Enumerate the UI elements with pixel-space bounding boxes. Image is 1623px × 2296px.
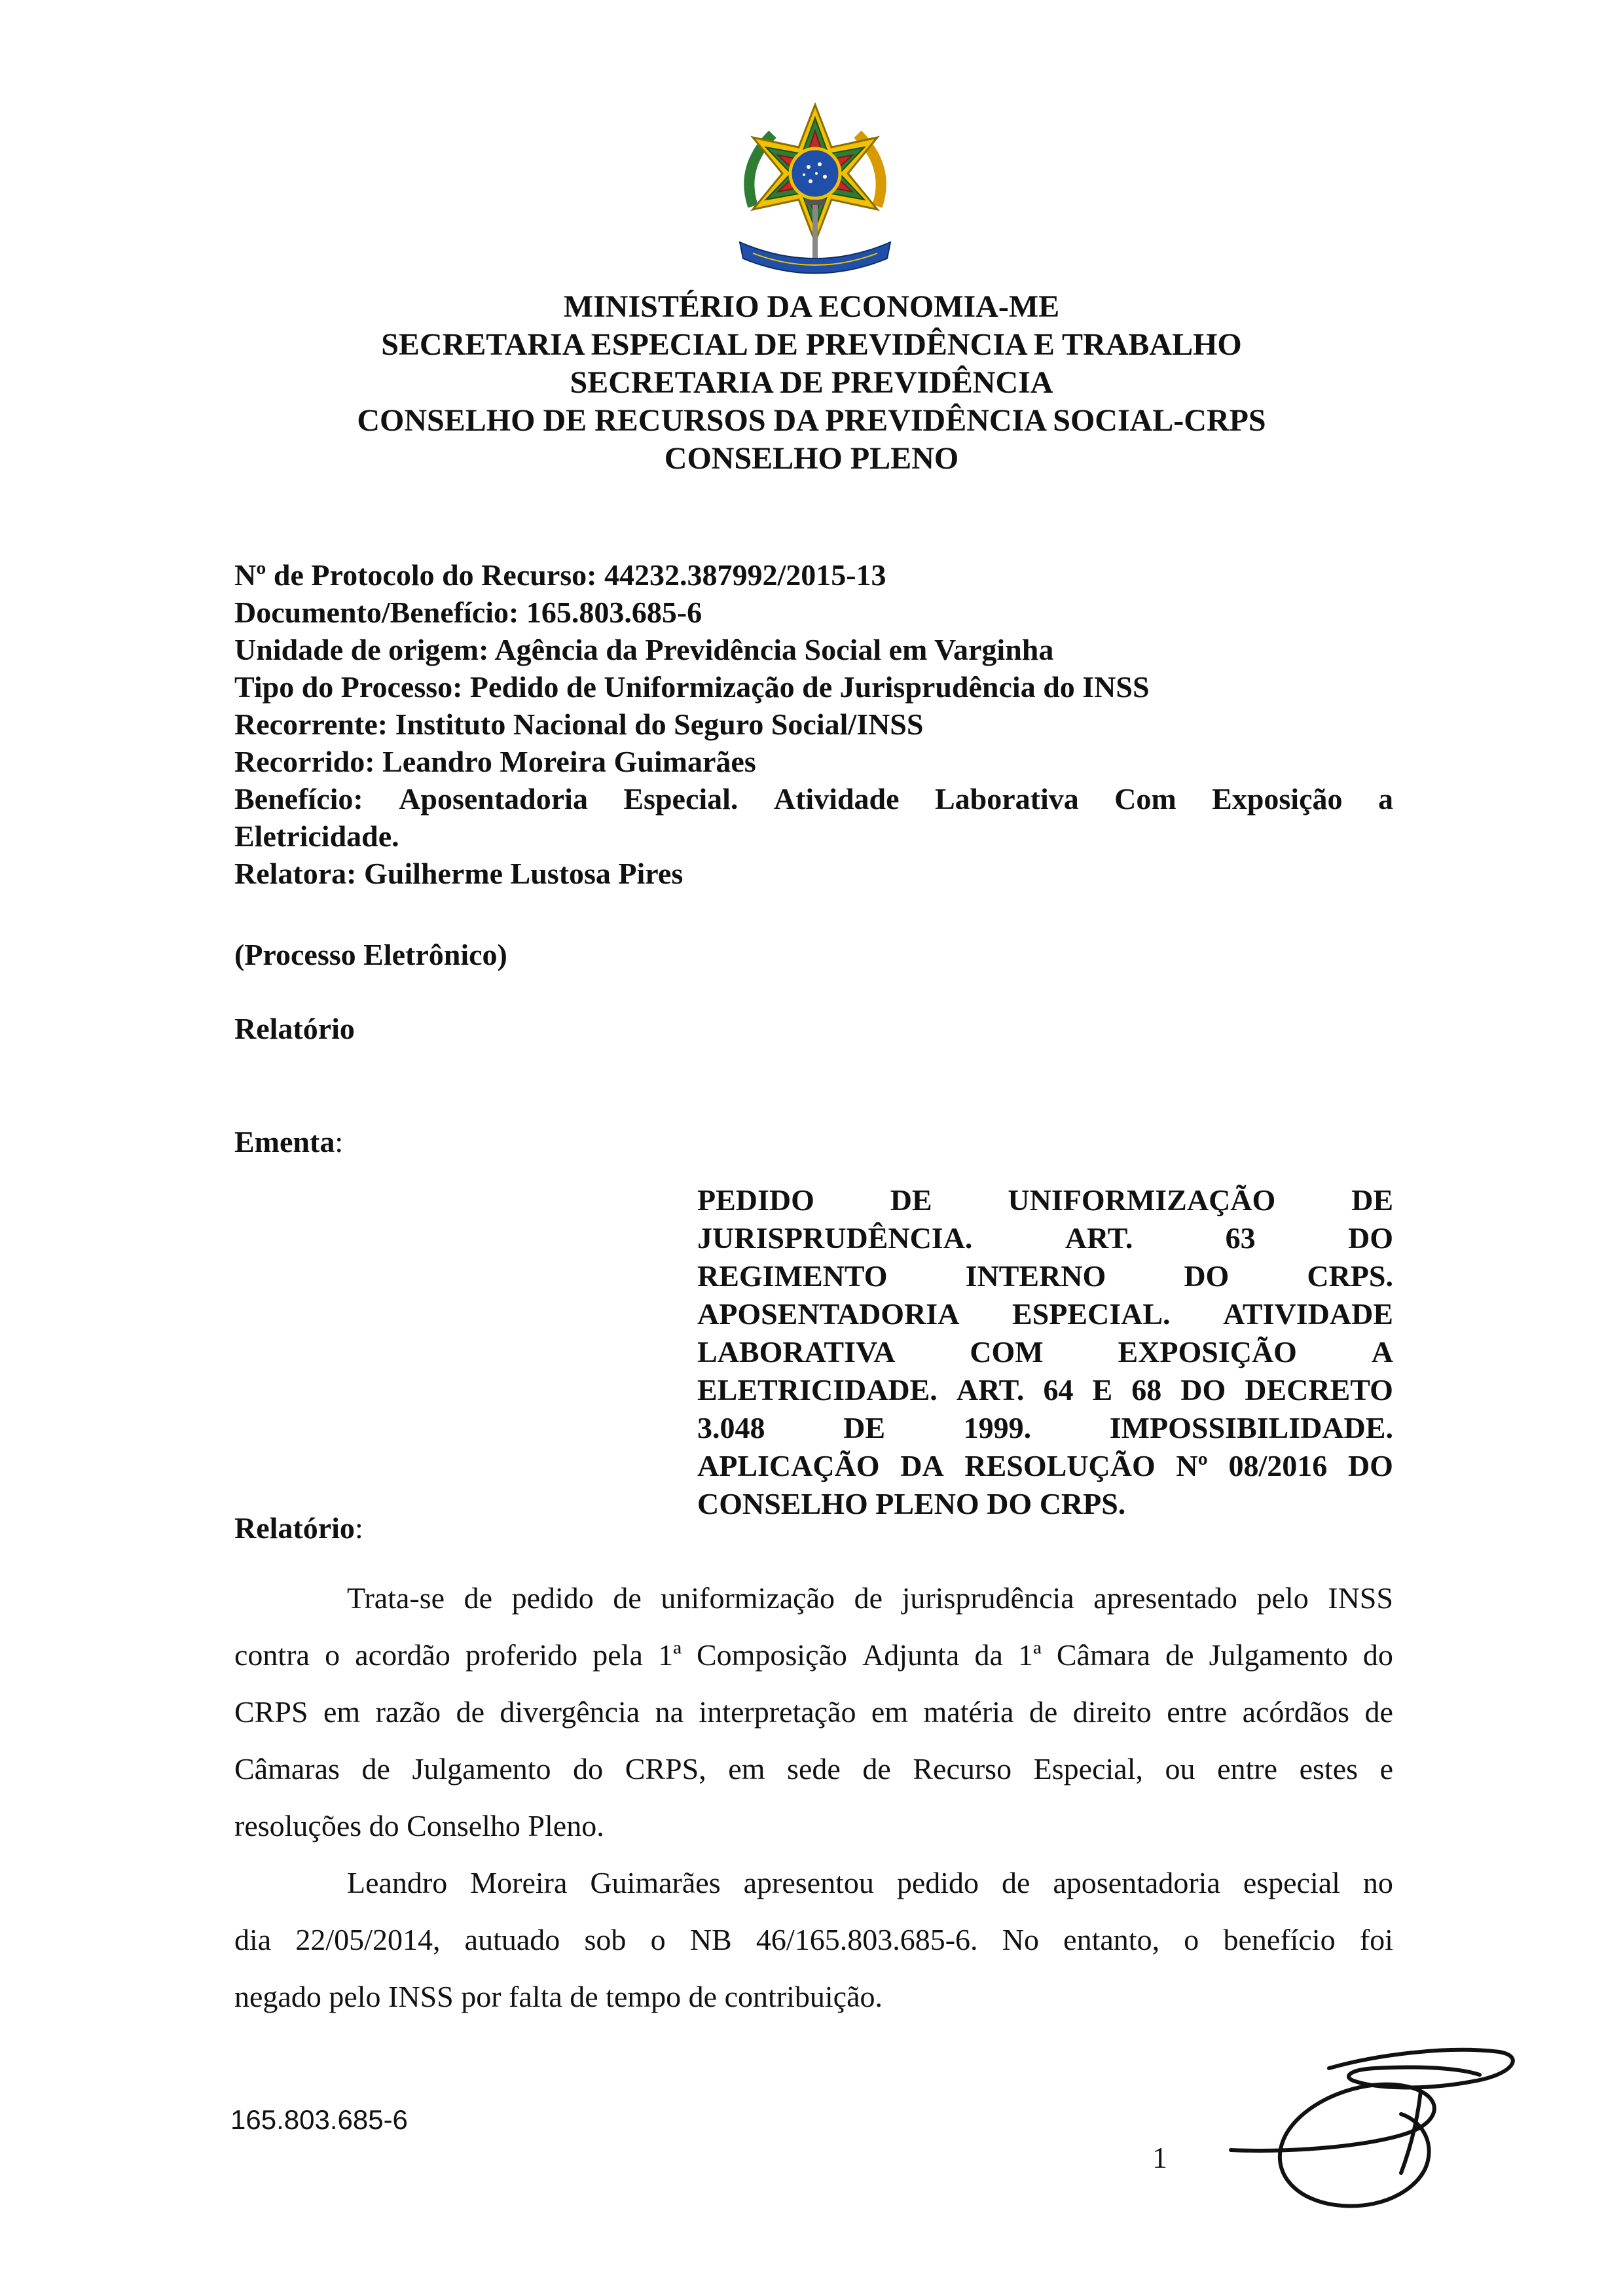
paragraph-1-line (234, 1683, 1393, 1740)
body-word: pela (593, 1638, 643, 1672)
body-word: e (1379, 1752, 1393, 1785)
appellant: Recorrente: Instituto Nacional do Seguro Social/INSS (234, 708, 924, 741)
ementa-word: 68 (1131, 1373, 1162, 1407)
paragraph-1-line (234, 1570, 1393, 1626)
ementa-word: Nº (1176, 1449, 1208, 1482)
body-word: NB (689, 1923, 732, 1956)
ementa-word: APOSENTADORIA (697, 1297, 960, 1331)
body-word: o (325, 1638, 340, 1672)
body-word: entanto, (1063, 1923, 1160, 1956)
ementa-word: RESOLUÇÃO (964, 1449, 1156, 1482)
ementa-line (697, 1485, 1393, 1523)
body-word: Recurso (913, 1752, 1012, 1785)
body-word: de (456, 1695, 484, 1729)
body-word: uniformização (661, 1581, 835, 1615)
page-number: 1 (1152, 2141, 1167, 2174)
paragraph-1-line (234, 1797, 1393, 1854)
ementa-word: APLICAÇÃO (697, 1449, 880, 1482)
body-word: direito (1072, 1695, 1152, 1729)
document-header (196, 288, 1427, 478)
body-word: Câmaras (234, 1752, 340, 1785)
body-word: do (573, 1752, 604, 1785)
ementa-word: 1999. (963, 1411, 1032, 1444)
body-word: Guimarães (590, 1866, 721, 1899)
ementa-word: DO (1347, 1221, 1393, 1255)
ementa-line (697, 1257, 1393, 1295)
body-word: de (1029, 1695, 1058, 1729)
ementa-word: UNIFORMIZAÇÃO (1008, 1183, 1276, 1217)
ementa-word: INTERNO (965, 1259, 1106, 1293)
body-word: 1ª (658, 1638, 682, 1672)
ementa-word: DECRETO (1245, 1373, 1393, 1407)
ementa-word: JURISPRUDÊNCIA. (697, 1221, 973, 1255)
ementa-word: ATIVIDADE (1223, 1297, 1393, 1331)
body-word: o (650, 1923, 666, 1956)
body-word: em (871, 1695, 909, 1729)
body-word: Trata-se (347, 1581, 445, 1615)
appellee: Recorrido: Leandro Moreira Guimarães (234, 745, 756, 778)
body-word: o (1184, 1923, 1199, 1956)
benefit-word: Exposição (1212, 782, 1343, 816)
benefit-word: Benefício: (234, 782, 363, 816)
body-word: pelo (1256, 1581, 1309, 1615)
ementa-line (697, 1219, 1393, 1257)
ementa-line (697, 1333, 1393, 1371)
ementa-word: 63 (1225, 1221, 1256, 1255)
body-word: Câmara (1056, 1638, 1150, 1672)
body-word: 46/165.803.685-6. (756, 1923, 978, 1956)
ementa-line (697, 1181, 1393, 1219)
benefit-word: Atividade (773, 782, 900, 816)
body-word: INSS (1328, 1581, 1393, 1615)
body-word: entre (1217, 1752, 1278, 1785)
body-word: de (613, 1581, 642, 1615)
benefit-line-2: Eletricidade. (234, 819, 399, 853)
body-word: sob (584, 1923, 627, 1956)
ementa-label: Ementa (234, 1125, 335, 1158)
benefit-word: Especial. (623, 782, 739, 816)
origin-unit: Unidade de origem: Agência da Previdência Social em Varginha (234, 633, 1054, 666)
report-heading: Relatório (234, 1012, 355, 1045)
handwritten-signature-icon (1224, 2029, 1525, 2212)
electronic-process-note: (Processo Eletrônico) (234, 938, 507, 971)
ementa-word: IMPOSSIBILIDADE. (1109, 1411, 1393, 1444)
body-word: Composição (696, 1638, 847, 1672)
body-word: Julgamento (412, 1752, 551, 1785)
protocol-number: Nº de Protocolo do Recurso: 44232.387992/2015-13 (234, 558, 886, 592)
body-word: de (464, 1581, 493, 1615)
body-word: proferido (465, 1638, 578, 1672)
body-word: aposentadoria (1053, 1866, 1220, 1899)
body-word: de (1364, 1695, 1393, 1729)
body-word: apresentado (1093, 1581, 1237, 1615)
ementa-word: CONSELHO PLENO DO CRPS. (697, 1487, 1126, 1520)
ementa-summary (697, 1181, 1393, 1523)
ementa-word: REGIMENTO (697, 1259, 888, 1293)
ementa-word: ART. (1065, 1221, 1133, 1255)
ementa-line (697, 1447, 1393, 1485)
body-word: matéria (923, 1695, 1014, 1729)
body-word: contra (234, 1638, 310, 1672)
body-word: do (1362, 1638, 1393, 1672)
body-word: acórdãos (1242, 1695, 1350, 1729)
ementa-word: DO (1180, 1373, 1226, 1407)
body-word: 22/05/2014, (295, 1923, 441, 1956)
benefit-word: Laborativa (934, 782, 1079, 816)
ementa-word: DE (1351, 1183, 1393, 1217)
body-word: benefício (1223, 1923, 1336, 1956)
ementa-heading (234, 1124, 343, 1159)
ementa-word: 08/2016 (1228, 1449, 1328, 1482)
header-line-council: CONSELHO DE RECURSOS DA PREVIDÊNCIA SOCIAL-CRPS (357, 403, 1266, 438)
body-word: interpretação (699, 1695, 856, 1729)
body-word: razão (375, 1695, 441, 1729)
ementa-line (697, 1371, 1393, 1409)
body-word: no (1362, 1866, 1393, 1899)
body-word: de (1165, 1638, 1194, 1672)
body-word: de (361, 1752, 390, 1785)
ementa-word: ESPECIAL. (1012, 1297, 1171, 1331)
paragraph-2-line (234, 1911, 1393, 1968)
ementa-word: 64 (1043, 1373, 1074, 1407)
benefit-word: a (1377, 782, 1393, 816)
ementa-word: EXPOSIÇÃO (1118, 1335, 1297, 1369)
body-word: dia (234, 1923, 272, 1956)
report-colon: : (354, 1511, 363, 1545)
body-word: CRPS (234, 1695, 308, 1729)
body-word: autuado (464, 1923, 560, 1956)
ementa-word: DE (890, 1183, 932, 1217)
paragraph-1-line (234, 1626, 1393, 1683)
body-word: da (974, 1638, 1003, 1672)
body-word: divergência (500, 1695, 640, 1729)
body-word: CRPS, (625, 1752, 706, 1785)
body-word: Moreira (470, 1866, 568, 1899)
ementa-colon: : (335, 1125, 344, 1158)
body-word: Adjunta (862, 1638, 960, 1672)
rapporteur: Relatora: Guilherme Lustosa Pires (234, 857, 684, 890)
body-word: negado pelo INSS por falta de tempo de contribuição. (234, 1980, 883, 2013)
body-word: na (655, 1695, 684, 1729)
body-word: especial (1243, 1866, 1340, 1899)
ementa-word: ART. (956, 1373, 1025, 1407)
document-benefit: Documento/Benefício: 165.803.685-6 (234, 596, 702, 629)
ementa-word: DO (1184, 1259, 1230, 1293)
report-label: Relatório (234, 1511, 355, 1545)
body-word: em (728, 1752, 765, 1785)
header-line-special-secretariat: SECRETARIA ESPECIAL DE PREVIDÊNCIA E TRABALHO (381, 327, 1242, 362)
body-word: pedido (896, 1866, 979, 1899)
paragraph-1-line (234, 1740, 1393, 1797)
body-word: sede (787, 1752, 841, 1785)
body-word: em (323, 1695, 361, 1729)
ementa-word: PEDIDO (697, 1183, 814, 1217)
body-word: Julgamento (1209, 1638, 1348, 1672)
body-word: Leandro (347, 1866, 448, 1899)
paragraph-2-line (234, 1968, 1393, 2025)
body-word: ou (1165, 1752, 1195, 1785)
ementa-word: DE (843, 1411, 885, 1444)
benefit-word: Com (1114, 782, 1176, 816)
ementa-word: COM (970, 1335, 1044, 1369)
report-body (234, 1570, 1393, 2025)
ementa-line (697, 1409, 1393, 1447)
body-word: jurisprudência (902, 1581, 1074, 1615)
paragraph-2-line (234, 1854, 1393, 1911)
benefit-word: Aposentadoria (399, 782, 588, 816)
ementa-line (697, 1295, 1393, 1333)
case-metadata (234, 556, 1393, 892)
header-line-ministry: MINISTÉRIO DA ECONOMIA-ME (563, 289, 1060, 324)
body-word: resoluções do Conselho Pleno. (234, 1809, 604, 1842)
body-word: 1ª (1018, 1638, 1042, 1672)
ementa-word: DO (1347, 1449, 1393, 1482)
ementa-word: A (1371, 1335, 1393, 1369)
ementa-word: E (1092, 1373, 1113, 1407)
ementa-word: 3.048 (697, 1411, 765, 1444)
header-line-plenary: CONSELHO PLENO (664, 441, 959, 476)
body-word: Especial, (1033, 1752, 1143, 1785)
header-line-secretariat: SECRETARIA DE PREVIDÊNCIA (570, 365, 1053, 400)
ementa-word: CRPS. (1307, 1259, 1393, 1293)
body-word: de (1002, 1866, 1030, 1899)
footer-benefit-code: 165.803.685-6 (230, 2104, 408, 2135)
benefit-line-1 (234, 780, 1393, 817)
body-word: entre (1167, 1695, 1228, 1729)
body-word: de (862, 1752, 891, 1785)
body-word: estes (1299, 1752, 1359, 1785)
ementa-word: LABORATIVA (697, 1335, 896, 1369)
body-word: apresentou (743, 1866, 874, 1899)
body-word: No (1002, 1923, 1039, 1956)
process-type: Tipo do Processo: Pedido de Uniformização de Jurisprudência do INSS (234, 670, 1150, 704)
brazil-coat-of-arms-icon (727, 101, 903, 278)
body-word: de (854, 1581, 883, 1615)
body-word: acordão (355, 1638, 450, 1672)
report-section-heading (234, 1511, 363, 1545)
ementa-word: ELETRICIDADE. (697, 1373, 938, 1407)
body-word: pedido (511, 1581, 594, 1615)
body-word: foi (1359, 1923, 1393, 1956)
ementa-word: DA (900, 1449, 944, 1482)
